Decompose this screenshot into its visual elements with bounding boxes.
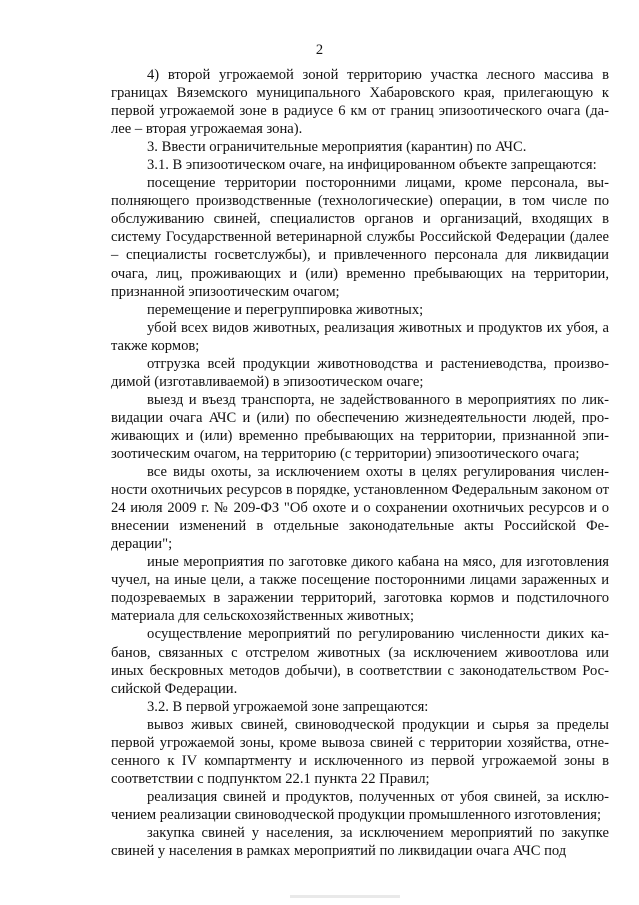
- paragraph-restriction-visits: посещение территории посторонними лицами, кроме персонала, выполняющего производственные (технологические) операции, в том числе по обслуживанию свиней, специалистов органов и организаций, входящих в систему Государственной ветеринарной службы Российской Федерации (далее – специалисты госветслужбы), и привлеченного персонала для ликвидации очага, лиц, проживающих и (или) временно пребывающих на территории, признанной эпизоотическим очагом;: [111, 175, 609, 300]
- paragraph-restriction-movement: перемещение и перегруппировка животных;: [147, 301, 424, 318]
- page-number: 2: [315, 42, 324, 58]
- paragraph-restriction-slaughter: убой всех видов животных, реализация животных и продуктов их убоя, а также кормов;: [111, 319, 609, 354]
- paragraph-restriction-transport: выезд и въезд транспорта, не задействованного в мероприятиях по ликвидации очага АЧС и (или) по обеспечению жизнедеятельности людей, проживающих и (или) временно пребывающих на территории, признанной эпизоотическим очагом, на территорию (с территории) эпизоотического очага;: [111, 391, 609, 462]
- paragraph-item-3-2: 3.2. В первой угрожаемой зоне запрещаются:: [147, 698, 429, 715]
- paragraph-item-3: 3. Ввести ограничительные мероприятия (карантин) по АЧС.: [147, 139, 527, 156]
- paragraph-item-3-1: 3.1. В эпизоотическом очаге, на инфицированном объекте запрещаются:: [147, 157, 597, 174]
- paragraph-second-threat-zone: 4) второй угрожаемой зоной территорию участка лесного массива в границах Вяземского муниципального Хабаровского края, прилегающую к первой угрожаемой зоне в радиусе 6 км от границ эпизоотического очага (далее – вторая угрожаемая зона).: [111, 67, 609, 138]
- paragraph-restriction-hunting: все виды охоты, за исключением охоты в целях регулирования численности охотничьих ресурсов в порядке, установленном Федеральным законом от 24 июля 2009 г. № 209-ФЗ "Об охоте и о сохранении охотничьих ресурсов и о внесении изменений в отдельные законодательные акты Российской Федерации";: [111, 464, 609, 553]
- scan-artifact: [290, 895, 400, 898]
- document-body: [111, 66, 609, 860]
- paragraph-restriction-purchase: закупка свиней у населения, за исключением мероприятий по закупке свиней у населения в рамках мероприятий по ликвидации очага АЧС под: [111, 824, 609, 860]
- paragraph-restriction-wild-boar: иные мероприятия по заготовке дикого кабана на мясо, для изготовления чучел, на иные цели, а также посещение посторонними лицами зараженных и подозреваемых в заражении территорий, заготовка кормов и подстилочного материала для сельскохозяйственных животных;: [111, 554, 609, 625]
- paragraph-restriction-export: вывоз живых свиней, свиноводческой продукции и сырья за пределы первой угрожаемой зоны, кроме вывоза свиней с территории хозяйства, отнесенного к IV компартменту и исключенного из первой угрожаемой зоны в соответствии с подпунктом 22.1 пункта 22 Правил;: [111, 716, 609, 787]
- paragraph-restriction-shipment: отгрузка всей продукции животноводства и растениеводства, производимой (изготавливаемой) в эпизоотическом очаге;: [111, 355, 609, 390]
- paragraph-restriction-sale: реализация свиней и продуктов, полученных от убоя свиней, за исключением реализации свиноводческой продукции промышленного изготовления;: [111, 788, 609, 823]
- paragraph-restriction-population-control: осуществление мероприятий по регулированию численности диких кабанов, связанных с отстрелом животных (за исключением живоотлова или иных бескровных методов добычи), в соответствии с законодательством Российской Федерации.: [111, 626, 609, 697]
